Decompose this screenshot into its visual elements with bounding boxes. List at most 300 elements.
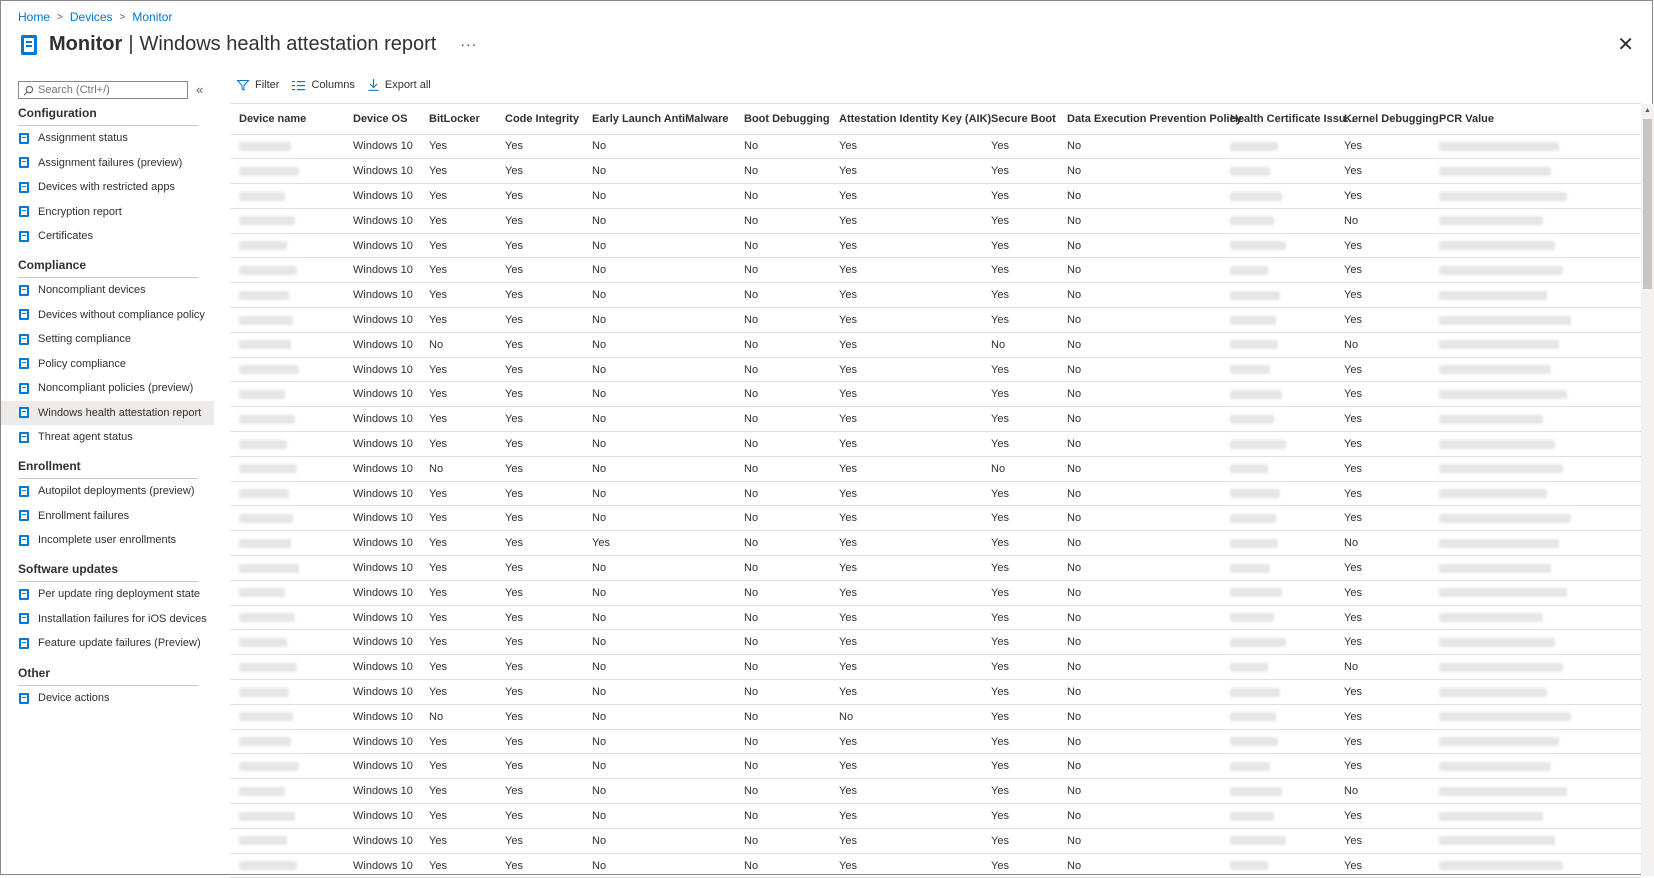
search-input[interactable]: [38, 84, 178, 96]
redacted-value: [1439, 638, 1555, 647]
table-cell: No: [1058, 828, 1221, 853]
table-row[interactable]: [230, 233, 1641, 258]
table-cell: Windows 10: [344, 704, 420, 729]
redacted-value: [239, 564, 299, 573]
table-cell: Yes: [496, 184, 583, 209]
table-row[interactable]: [230, 729, 1641, 754]
redacted-value: [1230, 812, 1274, 821]
table-cell: Windows 10: [344, 804, 420, 829]
report-book-icon: [19, 334, 29, 345]
table-cell: Yes: [420, 680, 496, 705]
report-book-icon: [19, 432, 29, 443]
redacted-cell: [1430, 432, 1641, 457]
table-cell: Windows 10: [344, 283, 420, 308]
table-cell: No: [1058, 680, 1221, 705]
table-cell: Yes: [496, 208, 583, 233]
redacted-cell: [230, 184, 344, 209]
redacted-cell: [1221, 655, 1335, 680]
redacted-cell: [1221, 605, 1335, 630]
table-cell: No: [735, 134, 830, 159]
redacted-cell: [1430, 283, 1641, 308]
table-cell: No: [583, 630, 735, 655]
table-cell: Windows 10: [344, 184, 420, 209]
table-cell: No: [1058, 283, 1221, 308]
report-book-icon: [19, 32, 39, 56]
table-cell: No: [583, 853, 735, 878]
table-cell: Windows 10: [344, 853, 420, 878]
report-book-icon: [19, 157, 29, 168]
filter-button[interactable]: [237, 79, 279, 91]
table-cell: Windows 10: [344, 556, 420, 581]
redacted-cell: [230, 680, 344, 705]
table-row[interactable]: [230, 779, 1641, 804]
table-cell: Windows 10: [344, 605, 420, 630]
redacted-value: [239, 539, 291, 548]
redacted-cell: [1221, 208, 1335, 233]
table-cell: No: [1058, 432, 1221, 457]
scroll-up-arrow-icon[interactable]: ▲: [1644, 107, 1651, 114]
sidebar-item-label: Autopilot deployments (preview): [38, 485, 195, 497]
breadcrumb-monitor[interactable]: Monitor: [132, 10, 173, 24]
redacted-cell: [1221, 432, 1335, 457]
scrollbar-thumb[interactable]: [1643, 119, 1652, 289]
breadcrumb-separator-icon: >: [57, 11, 63, 23]
table-row[interactable]: [230, 804, 1641, 829]
sidebar-item[interactable]: [1, 224, 214, 248]
table-cell: No: [583, 556, 735, 581]
table-cell: Yes: [496, 134, 583, 159]
table-cell: No: [583, 506, 735, 531]
sidebar-search[interactable]: [18, 81, 188, 99]
redacted-value: [239, 464, 297, 473]
table-row[interactable]: [230, 580, 1641, 605]
sidebar-item[interactable]: [1, 686, 214, 710]
sidebar-item-label: Per update ring deployment state: [38, 588, 201, 600]
table-row[interactable]: [230, 556, 1641, 581]
redacted-cell: [1430, 184, 1641, 209]
table-cell: No: [735, 556, 830, 581]
table-cell: Yes: [420, 605, 496, 630]
table-row[interactable]: [230, 208, 1641, 233]
sidebar-item[interactable]: [1, 631, 214, 655]
redacted-cell: [230, 556, 344, 581]
table-cell: No: [735, 258, 830, 283]
redacted-value: [239, 216, 295, 225]
table-cell: Yes: [420, 804, 496, 829]
table-cell: No: [583, 382, 735, 407]
redacted-value: [1230, 216, 1274, 225]
table-cell: Yes: [496, 779, 583, 804]
redacted-value: [1439, 266, 1563, 275]
table-cell: Windows 10: [344, 332, 420, 357]
table-cell: Yes: [830, 531, 982, 556]
table-cell: Yes: [496, 729, 583, 754]
redacted-cell: [1430, 580, 1641, 605]
table-cell: Yes: [496, 407, 583, 432]
sidebar-item[interactable]: [1, 175, 214, 199]
table-cell: Yes: [420, 556, 496, 581]
column-header[interactable]: Early Launch AntiMalware: [583, 104, 735, 134]
table-cell: Yes: [982, 531, 1058, 556]
table-cell: No: [583, 804, 735, 829]
columns-button[interactable]: [292, 79, 354, 91]
redacted-value: [239, 588, 285, 597]
nav-section-header: [18, 106, 198, 126]
table-cell: Yes: [982, 382, 1058, 407]
redacted-cell: [1221, 159, 1335, 184]
table-row[interactable]: [230, 605, 1641, 630]
table-cell: Yes: [1335, 456, 1430, 481]
table-row[interactable]: [230, 655, 1641, 680]
table-cell: Yes: [420, 407, 496, 432]
sidebar-item[interactable]: [1, 151, 214, 175]
sidebar-item[interactable]: [1, 401, 214, 425]
nav-section-header: [18, 459, 198, 479]
export-all-button[interactable]: [368, 79, 431, 91]
table-cell: Yes: [1335, 357, 1430, 382]
table-cell: Yes: [830, 680, 982, 705]
redacted-cell: [1221, 481, 1335, 506]
table-row[interactable]: [230, 481, 1641, 506]
table-cell: Yes: [496, 456, 583, 481]
redacted-value: [239, 192, 285, 201]
column-header[interactable]: PCR Value: [1430, 104, 1641, 134]
table-cell: Yes: [830, 184, 982, 209]
table-cell: Yes: [982, 258, 1058, 283]
redacted-value: [239, 861, 297, 870]
table-cell: Yes: [583, 531, 735, 556]
table-cell: No: [735, 605, 830, 630]
column-header[interactable]: Attestation Identity Key (AIK): [830, 104, 982, 134]
column-header[interactable]: Health Certificate Issu...: [1221, 104, 1335, 134]
table-cell: Yes: [982, 481, 1058, 506]
table-cell: No: [583, 357, 735, 382]
redacted-value: [1230, 787, 1282, 796]
redacted-value: [239, 291, 289, 300]
sidebar-item[interactable]: [1, 376, 214, 400]
sidebar-item-label: Assignment status: [38, 132, 128, 144]
table-cell: Yes: [420, 729, 496, 754]
table-cell: Yes: [496, 332, 583, 357]
table-cell: Yes: [982, 754, 1058, 779]
column-header[interactable]: Device name: [230, 104, 344, 134]
redacted-value: [1439, 390, 1567, 399]
table-cell: Yes: [830, 853, 982, 878]
table-cell: Yes: [496, 605, 583, 630]
table-cell: Yes: [830, 481, 982, 506]
redacted-value: [1439, 192, 1567, 201]
redacted-value: [1230, 712, 1276, 721]
table-cell: No: [583, 680, 735, 705]
breadcrumb-home[interactable]: Home: [18, 10, 51, 24]
table-cell: Yes: [420, 655, 496, 680]
table-row[interactable]: [230, 134, 1641, 159]
redacted-cell: [230, 258, 344, 283]
redacted-value: [1439, 539, 1559, 548]
sidebar-item[interactable]: [1, 504, 214, 528]
redacted-value: [239, 340, 291, 349]
table-cell: No: [420, 332, 496, 357]
redacted-cell: [230, 506, 344, 531]
column-header[interactable]: Kernel Debugging: [1335, 104, 1430, 134]
redacted-cell: [1221, 556, 1335, 581]
sidebar-item-label: Noncompliant devices: [38, 284, 146, 296]
table-cell: No: [735, 481, 830, 506]
sidebar-item[interactable]: [1, 425, 214, 449]
table-cell: Yes: [496, 556, 583, 581]
table-cell: Yes: [982, 804, 1058, 829]
table-cell: Yes: [420, 184, 496, 209]
redacted-value: [1230, 737, 1278, 746]
column-header[interactable]: Data Execution Prevention Policy: [1058, 104, 1221, 134]
table-header-row: [230, 104, 1641, 134]
table-cell: No: [1058, 729, 1221, 754]
table-row[interactable]: [230, 357, 1641, 382]
redacted-value: [239, 812, 295, 821]
redacted-cell: [1430, 556, 1641, 581]
table-cell: No: [1058, 456, 1221, 481]
redacted-cell: [230, 630, 344, 655]
sidebar-item[interactable]: [1, 479, 214, 503]
title-separator: |: [128, 32, 134, 55]
table-cell: No: [1058, 556, 1221, 581]
breadcrumb-separator-icon: >: [119, 11, 126, 23]
table-cell: No: [735, 779, 830, 804]
report-book-icon: [19, 535, 29, 546]
redacted-cell: [230, 208, 344, 233]
redacted-cell: [230, 357, 344, 382]
table-cell: No: [1058, 134, 1221, 159]
table-row[interactable]: [230, 184, 1641, 209]
redacted-cell: [1430, 531, 1641, 556]
table-row[interactable]: [230, 258, 1641, 283]
report-book-icon: [19, 231, 29, 242]
table-row[interactable]: [230, 456, 1641, 481]
table-row[interactable]: [230, 382, 1641, 407]
table-cell: Yes: [830, 456, 982, 481]
column-header[interactable]: Boot Debugging: [735, 104, 830, 134]
column-header[interactable]: Device OS: [344, 104, 420, 134]
sidebar-item-label: Policy compliance: [38, 357, 127, 370]
redacted-cell: [1221, 853, 1335, 878]
table-cell: No: [1058, 804, 1221, 829]
redacted-value: [1439, 688, 1547, 697]
table-cell: Windows 10: [344, 754, 420, 779]
table-cell: Yes: [982, 655, 1058, 680]
redacted-cell: [1430, 605, 1641, 630]
table-cell: No: [830, 704, 982, 729]
table-row[interactable]: [230, 853, 1641, 878]
redacted-cell: [1430, 233, 1641, 258]
sidebar-item-label: Encryption report: [38, 205, 122, 218]
table-cell: Yes: [496, 655, 583, 680]
table-cell: Yes: [830, 754, 982, 779]
redacted-value: [1230, 564, 1270, 573]
redacted-value: [239, 266, 297, 275]
table-row[interactable]: [230, 506, 1641, 531]
table-row[interactable]: [230, 332, 1641, 357]
table-row[interactable]: [230, 159, 1641, 184]
redacted-value: [1230, 663, 1268, 672]
redacted-cell: [1221, 184, 1335, 209]
table-cell: Yes: [982, 407, 1058, 432]
redacted-cell: [230, 531, 344, 556]
table-cell: Yes: [1335, 853, 1430, 878]
redacted-value: [239, 762, 299, 771]
toolbar: [237, 79, 444, 91]
sidebar-item[interactable]: [1, 200, 214, 224]
table-cell: No: [735, 184, 830, 209]
redacted-value: [239, 787, 285, 796]
table-cell: Yes: [982, 357, 1058, 382]
sidebar-item[interactable]: [1, 352, 214, 376]
table-cell: No: [1058, 704, 1221, 729]
table-row[interactable]: [230, 308, 1641, 333]
redacted-cell: [230, 233, 344, 258]
redacted-value: [1230, 241, 1286, 250]
redacted-cell: [230, 853, 344, 878]
redacted-cell: [1221, 630, 1335, 655]
table-cell: Yes: [496, 382, 583, 407]
sidebar-item-label: Noncompliant policies (preview): [38, 382, 194, 394]
sidebar-item[interactable]: [1, 327, 214, 351]
table-cell: Yes: [982, 630, 1058, 655]
table-row[interactable]: [230, 432, 1641, 457]
table-row[interactable]: [230, 283, 1641, 308]
table-cell: No: [735, 332, 830, 357]
table-cell: No: [583, 233, 735, 258]
table-cell: Yes: [982, 828, 1058, 853]
table-cell: Yes: [830, 159, 982, 184]
redacted-cell: [230, 655, 344, 680]
table-row[interactable]: [230, 704, 1641, 729]
table-cell: No: [1058, 481, 1221, 506]
table-cell: No: [1335, 208, 1430, 233]
table-cell: Yes: [496, 258, 583, 283]
sidebar-item[interactable]: [1, 607, 214, 631]
table-cell: Yes: [1335, 804, 1430, 829]
table-cell: Yes: [420, 208, 496, 233]
table-cell: No: [420, 704, 496, 729]
page-title: Monitor: [49, 32, 123, 55]
table-cell: Yes: [420, 432, 496, 457]
table-cell: No: [1058, 233, 1221, 258]
redacted-value: [1230, 861, 1268, 870]
sidebar-item-label: Installation failures for iOS devices: [38, 612, 207, 625]
redacted-cell: [1430, 630, 1641, 655]
table-cell: No: [735, 432, 830, 457]
redacted-cell: [1430, 332, 1641, 357]
redacted-value: [239, 514, 293, 523]
table-cell: Yes: [830, 804, 982, 829]
table-cell: No: [583, 308, 735, 333]
table-cell: No: [583, 704, 735, 729]
redacted-cell: [230, 729, 344, 754]
sidebar-item[interactable]: [1, 126, 214, 150]
table-cell: No: [1058, 630, 1221, 655]
redacted-cell: [230, 754, 344, 779]
table-cell: Yes: [830, 729, 982, 754]
table-cell: Yes: [830, 506, 982, 531]
redacted-value: [1439, 464, 1563, 473]
column-header[interactable]: BitLocker: [420, 104, 496, 134]
table-cell: Yes: [982, 605, 1058, 630]
table-cell: Yes: [982, 233, 1058, 258]
table-row[interactable]: [230, 531, 1641, 556]
redacted-cell: [230, 308, 344, 333]
redacted-cell: [1430, 754, 1641, 779]
table-cell: No: [1058, 308, 1221, 333]
close-button[interactable]: ✕: [1617, 34, 1634, 56]
table-cell: No: [583, 407, 735, 432]
table-cell: Yes: [830, 283, 982, 308]
table-cell: Yes: [420, 308, 496, 333]
redacted-value: [1230, 192, 1282, 201]
table-cell: No: [1335, 655, 1430, 680]
collapse-sidebar-icon[interactable]: «: [196, 82, 204, 97]
table-cell: Yes: [496, 580, 583, 605]
table-cell: Yes: [830, 332, 982, 357]
table-cell: No: [583, 283, 735, 308]
table-row[interactable]: [230, 407, 1641, 432]
table-cell: Yes: [1335, 258, 1430, 283]
sidebar-item[interactable]: [1, 528, 214, 552]
sidebar-item-label: Threat agent status: [38, 431, 133, 443]
redacted-cell: [1221, 580, 1335, 605]
table-cell: Yes: [1335, 283, 1430, 308]
breadcrumb-devices[interactable]: Devices: [69, 10, 113, 24]
report-book-icon: [19, 613, 29, 624]
table-cell: Yes: [982, 680, 1058, 705]
redacted-cell: [1221, 233, 1335, 258]
table-row[interactable]: [230, 680, 1641, 705]
redacted-cell: [1430, 481, 1641, 506]
table-cell: Yes: [830, 779, 982, 804]
table-cell: Yes: [420, 506, 496, 531]
table-cell: Yes: [830, 605, 982, 630]
redacted-value: [1439, 564, 1551, 573]
sidebar-item[interactable]: [1, 582, 214, 606]
report-book-icon: [19, 206, 29, 217]
redacted-cell: [1430, 655, 1641, 680]
redacted-cell: [230, 704, 344, 729]
table-cell: Yes: [1335, 432, 1430, 457]
report-book-icon: [19, 693, 29, 704]
table-row[interactable]: [230, 630, 1641, 655]
table-cell: No: [735, 382, 830, 407]
table-cell: Yes: [982, 580, 1058, 605]
redacted-value: [1439, 588, 1567, 597]
report-table: [230, 104, 1641, 878]
sidebar-item[interactable]: [1, 278, 214, 302]
sidebar-item[interactable]: [1, 303, 214, 327]
more-options-button[interactable]: ···: [460, 36, 478, 52]
table-row[interactable]: [230, 754, 1641, 779]
column-header[interactable]: Code Integrity: [496, 104, 583, 134]
redacted-cell: [1221, 357, 1335, 382]
table-cell: Yes: [830, 655, 982, 680]
table-cell: No: [735, 804, 830, 829]
redacted-cell: [1221, 382, 1335, 407]
table-cell: Windows 10: [344, 308, 420, 333]
sidebar-item-label: Devices with restricted apps: [38, 181, 175, 193]
column-header[interactable]: Secure Boot: [982, 104, 1058, 134]
table-cell: Yes: [496, 481, 583, 506]
redacted-value: [1439, 514, 1571, 523]
table-cell: Windows 10: [344, 258, 420, 283]
table-row[interactable]: [230, 828, 1641, 853]
table-cell: Windows 10: [344, 134, 420, 159]
